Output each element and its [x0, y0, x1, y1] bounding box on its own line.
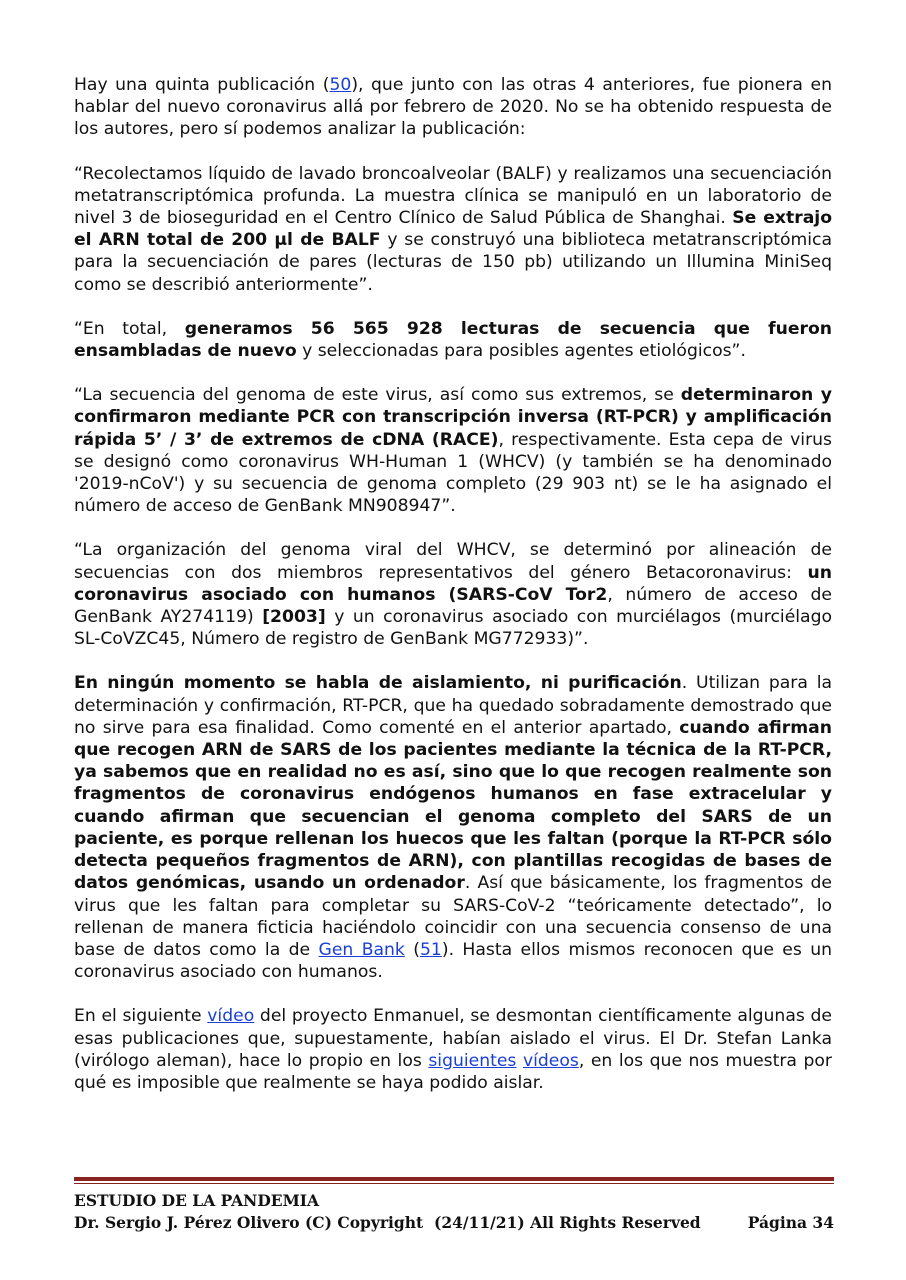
footer-row — [74, 1212, 834, 1234]
text: , número de acceso de GenBank AY274119) — [74, 584, 832, 628]
text: “Recolectamos líquido de lavado broncoalveolar (BALF) y realizamos una secuenciación metatranscriptómica profunda. La muestra clínica se manipuló en un laboratorio de nivel 3 de bioseguridad en el Centro Clínico de Salud Pública de Shanghai. — [74, 163, 832, 229]
videos-link[interactable]: vídeos — [522, 1050, 579, 1071]
document-body — [74, 74, 832, 1116]
bold-text: un coronavirus asociado con humanos (SARS-CoV Tor2 — [74, 562, 832, 605]
paragraph-7 — [74, 1005, 832, 1094]
text: ( — [404, 939, 420, 960]
bold-text: [2003] — [262, 607, 326, 628]
footer-title: ESTUDIO DE LA PANDEMIA — [74, 1191, 320, 1210]
text: , en los que nos muestra por qué es imposible que realmente se haya podido aislar. — [74, 1050, 832, 1093]
text: , respectivamente. Esta cepa de virus se designó como coronavirus WH-Human 1 (WHCV) (y también se ha denominado '2019-nCoV') y su secuencia de genoma completo (29 903 nt) se le ha asignado el número de acceso de GenBank MN908947”. — [74, 429, 832, 517]
text: ). Hasta ellos mismos reconocen que es un coronavirus asociado con humanos. — [74, 939, 833, 983]
bold-text: Se extrajo el ARN total de 200 µl de BALF — [74, 208, 832, 251]
paragraph-1 — [74, 74, 832, 141]
text: En el siguiente — [74, 1006, 208, 1027]
video-link[interactable]: vídeo — [207, 1006, 255, 1027]
siguientes-link[interactable]: siguientes — [428, 1050, 517, 1071]
paragraph-5-quote — [74, 539, 832, 650]
page-footer — [74, 1190, 834, 1234]
bold-text: generamos 56 565 928 lecturas de secuencia que fueron ensambladas de nuevo — [74, 318, 832, 362]
paragraph-6 — [74, 672, 832, 983]
reference-link-51[interactable]: 51 — [419, 939, 442, 960]
footer-divider-thin — [74, 1183, 834, 1184]
text: “La secuencia del genoma de este virus, así como sus extremos, se — [74, 385, 681, 406]
bold-text: En ningún momento se habla de aislamiento, ni purificación — [74, 673, 682, 694]
text: “La organización del genoma viral del WHCV, se determinó por alineación de secuencias con dos miembros representativos del género Betacoronavirus: — [74, 540, 832, 583]
bold-text: cuando afirman que recogen ARN de SARS de los pacientes mediante la técnica de la RT-PCR, ya sabemos que en realidad no es así, sino que lo que recogen realmente son fragmentos de coronavirus endógenos humanos en fase extracelular y cuando afirman que secuencian el genoma completo del SARS de un paciente, es porque rellenan los huecos que les faltan (porque la RT-PCR sólo detecta pequeños fragmentos de ARN), con plantillas recogidas de bases de datos genómicas, usando un ordenador — [74, 717, 832, 894]
text: y seleccionadas para posibles agentes etiológicos”. — [296, 341, 746, 362]
text: Hay una quinta publicación ( — [74, 75, 330, 95]
text: y un coronavirus asociado con murciélagos (murciélago SL-CoVZC45, Número de registro de GenBank MG772933)”. — [74, 607, 833, 650]
bold-text: determinaron y confirmaron mediante PCR con transcripción inversa (RT-PCR) y amplificación rápida 5’ / 3’ de extremos de cDNA (RACE) — [74, 385, 832, 450]
footer-copyright: Dr. Sergio J. Pérez Olivero (C) Copyright (24/11/21) All Rights Reserved — [74, 1213, 701, 1232]
text: . Así que básicamente, los fragmentos de virus que les faltan para completar su SARS-CoV-2 “teóricamente detectado”, lo rellenan de manera ficticia haciéndolo coincidir con una secuencia consenso de una base de datos como la de — [74, 873, 832, 960]
text: “En total, — [74, 318, 185, 339]
text: ), que junto con las otras 4 anteriores, fue pionera en hablar del nuevo coronavirus allá por febrero de 2020. No se ha obtenido respuesta de los autores, pero sí podemos analizar la publicación: — [74, 75, 832, 140]
text: y se construyó una biblioteca metatranscriptómica para la secuenciación de pares (lecturas de 150 pb) utilizando un Illumina MiniSeq como se describió anteriormente”. — [74, 230, 832, 295]
text: del proyecto Enmanuel, se desmontan científicamente algunas de esas publicaciones que, supuestamente, habían aislado el virus. El Dr. Stefan Lanka (virólogo aleman), hace lo propio en los — [74, 1006, 832, 1071]
genbank-link[interactable]: Gen Bank — [318, 939, 405, 960]
paragraph-4-quote — [74, 384, 832, 517]
reference-link-50[interactable]: 50 — [329, 75, 352, 95]
paragraph-3-quote — [74, 318, 832, 362]
paragraph-2-quote — [74, 163, 832, 296]
text: . Utilizan para la determinación y confirmación, RT-PCR, que ha quedado sobradamente demostrado que no sirve para esa finalidad. Como comenté en el anterior apartado, — [74, 673, 832, 738]
page-number: Página 34 — [747, 1213, 834, 1232]
footer-divider-thick — [74, 1177, 834, 1181]
